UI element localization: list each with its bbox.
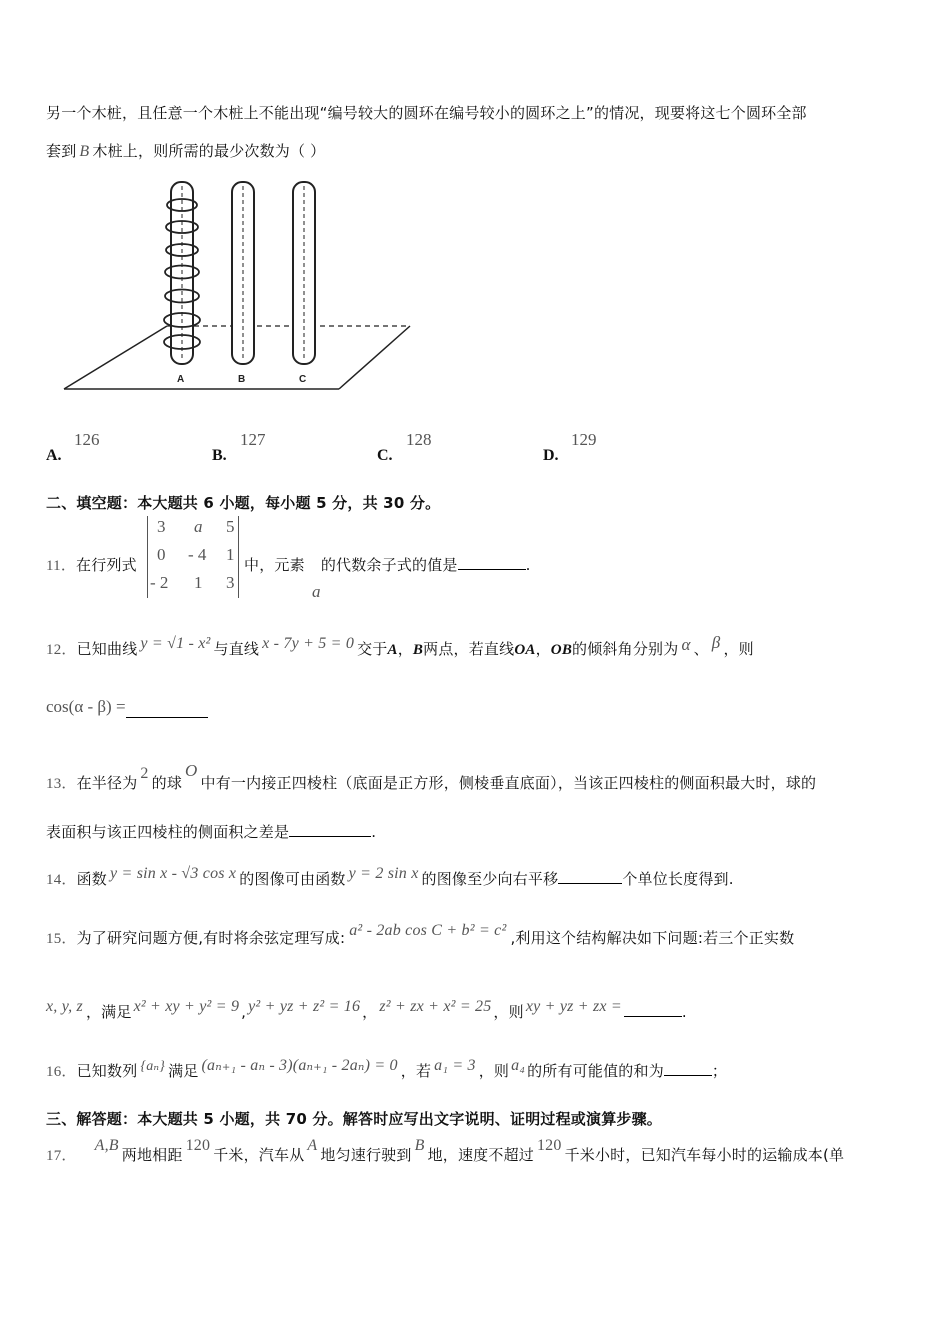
intro-line-2-pre: 套到 — [46, 142, 77, 160]
q17-speed: 120 — [536, 1137, 562, 1154]
q15-post: ,利用这个结构解决如下问题:若三个正实数 — [510, 929, 795, 947]
option-b-value: 127 — [240, 430, 266, 449]
option-d-value: 129 — [571, 430, 597, 449]
q13-radius: 2 — [140, 765, 149, 782]
q17-distance: 120 — [185, 1137, 211, 1154]
option-c-label: C. — [377, 447, 393, 464]
q16-pre: 已知数列 — [76, 1062, 138, 1080]
q12-line-ob: OB — [550, 642, 573, 658]
q13-pre: 在半径为 — [76, 774, 138, 792]
q13-answer-blank[interactable] — [289, 822, 371, 837]
option-a[interactable] — [46, 445, 62, 465]
det-cell: 0 — [157, 545, 166, 564]
q17-point-b: B — [414, 1137, 425, 1154]
q15-equation-2: y² + yz + z² = 16 — [248, 998, 361, 1015]
q15-answer-blank[interactable] — [624, 1002, 682, 1017]
option-a-label: A. — [46, 447, 62, 464]
q17-text — [46, 1137, 845, 1165]
pillar-label-b: B — [238, 374, 246, 385]
q12-number: 12． — [46, 642, 77, 658]
q15-line-2 — [46, 998, 687, 1022]
q12-alpha: α — [681, 635, 691, 654]
q12-expression: cos(α - β) = — [46, 697, 126, 716]
q14-mid2: 的图像至少向右平移 — [421, 870, 559, 888]
q12-line-formula: x - 7y + 5 = 0 — [262, 635, 355, 652]
q16-a4: a₄ — [511, 1057, 526, 1074]
q14-text — [46, 865, 734, 889]
pillar-c — [293, 182, 315, 364]
q15-equation-1: x² + xy + y² = 9 — [133, 998, 240, 1015]
option-c-value: 128 — [406, 430, 432, 449]
section-3-heading: 三、解答题：本大题共 5 小题，共 70 分。解答时应写出文字说明、证明过程或演算步骤。 — [46, 1110, 663, 1128]
q12-comma1: ， — [397, 640, 413, 658]
q17-number: 17． — [46, 1148, 77, 1164]
q16-answer-blank[interactable] — [664, 1061, 712, 1076]
det-cell: 1 — [226, 545, 235, 564]
q16-post: 的所有可能值的和为 — [527, 1062, 664, 1080]
q13-mid2: 中有一内接正四棱柱（底面是正方形，侧棱垂直底面），当该正四棱柱的侧面积最大时，球的 — [200, 774, 817, 792]
q15-comma-1: , — [241, 1003, 247, 1021]
q17-mid3: 地匀速行驶到 — [320, 1146, 412, 1164]
q15-vars: x, y, z — [46, 998, 83, 1015]
q13-line-1 — [46, 761, 817, 793]
pillar-a — [164, 182, 200, 364]
q15-comma-2: ， — [362, 1003, 378, 1021]
q11-var-a: a — [312, 582, 321, 601]
q15-line-1 — [46, 922, 795, 948]
intro-line-1: 另一个木桩，且任意一个木桩上不能出现“编号较大的圆环在编号较小的圆环之上”的情况，现要将这七个圆环全部 — [46, 104, 807, 122]
q12-pre: 已知曲线 — [76, 640, 138, 658]
q15-cosine-formula: a² - 2ab cos C + b² = c² — [349, 922, 507, 939]
q12-point-b: B — [412, 642, 424, 658]
q11-mid: 中，元素 — [244, 556, 305, 574]
option-c[interactable] — [377, 445, 393, 465]
intro-var-b: B — [79, 143, 90, 160]
q17-mid1: 两地相距 — [121, 1146, 183, 1164]
option-a-value: 126 — [74, 430, 100, 449]
q13-end: . — [371, 823, 377, 841]
q11-end: . — [525, 556, 531, 574]
q15-mid1: ，满足 — [85, 1003, 132, 1021]
q11-number: 11． — [46, 558, 77, 574]
q14-number: 14． — [46, 872, 77, 888]
q16-text — [46, 1057, 728, 1081]
intro-line-2 — [46, 140, 325, 161]
q14-pre: 函数 — [76, 870, 108, 888]
intro-line-2-post: 木桩上，则所需的最少次数为（ ） — [92, 142, 326, 160]
q14-end: 个单位长度得到. — [622, 870, 734, 888]
option-b-label: B. — [212, 447, 227, 464]
q17-point-a: A — [307, 1137, 318, 1154]
q16-mid3: ，则 — [478, 1062, 510, 1080]
q12-mid1: 与直线 — [213, 640, 260, 658]
q16-relation: (aₙ₊₁ - aₙ - 3)(aₙ₊₁ - 2aₙ) = 0 — [201, 1057, 398, 1074]
q17-ab: A,B — [94, 1137, 119, 1154]
q13-mid1: 的球 — [151, 774, 183, 792]
q11-text — [46, 554, 137, 575]
q11-post: 的代数余子式的值是 — [320, 556, 458, 574]
det-cell: 3 — [226, 573, 235, 592]
q11-determinant — [147, 516, 239, 598]
q12-expression-line — [46, 697, 208, 718]
pillar-label-c: C — [299, 374, 307, 385]
q12-answer-blank[interactable] — [126, 703, 208, 718]
q14-function-2: y = 2 sin x — [348, 865, 419, 882]
q14-mid1: 的图像可由函数 — [239, 870, 346, 888]
q12-point-a: A — [387, 642, 398, 658]
q15-target: xy + yz + zx = — [525, 998, 622, 1015]
pillar-label-a: A — [177, 374, 185, 385]
q14-function-1: y = sin x - √3 cos x — [110, 865, 237, 882]
q12-text — [46, 633, 754, 659]
det-cell: 1 — [194, 573, 203, 592]
det-cell: 3 — [157, 517, 166, 536]
q16-number: 16． — [46, 1064, 77, 1080]
q17-mid2: 千米，汽车从 — [213, 1146, 305, 1164]
hanoi-figure — [55, 172, 425, 404]
q11-pre: 在行列式 — [76, 556, 137, 574]
q11-answer-blank[interactable] — [458, 555, 526, 570]
q12-mid4: 的倾斜角分别为 — [572, 640, 679, 658]
det-cell: - 4 — [188, 545, 207, 564]
det-cell: a — [194, 517, 203, 536]
q15-number: 15． — [46, 931, 77, 947]
q12-beta: β — [711, 633, 721, 652]
q14-answer-blank[interactable] — [558, 869, 622, 884]
section-2-heading: 二、填空题：本大题共 6 小题，每小题 5 分，共 30 分。 — [46, 494, 441, 512]
q13-center-o: O — [185, 761, 198, 780]
q15-end: . — [681, 1003, 687, 1021]
q13-number: 13． — [46, 776, 77, 792]
q11-rest — [244, 554, 531, 575]
q12-comma2: ， — [535, 640, 551, 658]
q13-line2-text: 表面积与该正四棱柱的侧面积之差是 — [46, 823, 290, 841]
option-d-label: D. — [543, 447, 559, 464]
q13-line-2 — [46, 821, 376, 842]
q12-sep: 、 — [693, 640, 709, 658]
q12-end: ，则 — [723, 640, 754, 658]
q15-pre: 为了研究问题方便,有时将余弦定理写成: — [76, 929, 346, 947]
pillar-b — [232, 182, 254, 364]
q16-initial: a₁ = 3 — [434, 1057, 476, 1074]
q16-mid1: 满足 — [168, 1062, 199, 1080]
q12-mid2: 交于 — [357, 640, 388, 658]
option-d[interactable] — [543, 445, 559, 465]
q12-mid3: 两点，若直线 — [423, 640, 515, 658]
det-cell: - 2 — [150, 573, 169, 592]
option-b[interactable] — [212, 445, 227, 465]
q17-post: 千米小时，已知汽车每小时的运输成本(单 — [564, 1146, 845, 1164]
q12-curve-formula: y = √1 - x² — [140, 635, 211, 652]
q15-equation-3: z² + zx + x² = 25 — [379, 998, 492, 1015]
q12-line-oa: OA — [514, 642, 536, 658]
q16-end: ； — [711, 1062, 728, 1080]
q17-mid4: 地，速度不超过 — [427, 1146, 534, 1164]
q15-mid2: ，则 — [493, 1003, 524, 1021]
q16-sequence: {aₙ} — [140, 1059, 166, 1074]
det-cell: 5 — [226, 517, 235, 536]
q16-mid2: ，若 — [400, 1062, 432, 1080]
